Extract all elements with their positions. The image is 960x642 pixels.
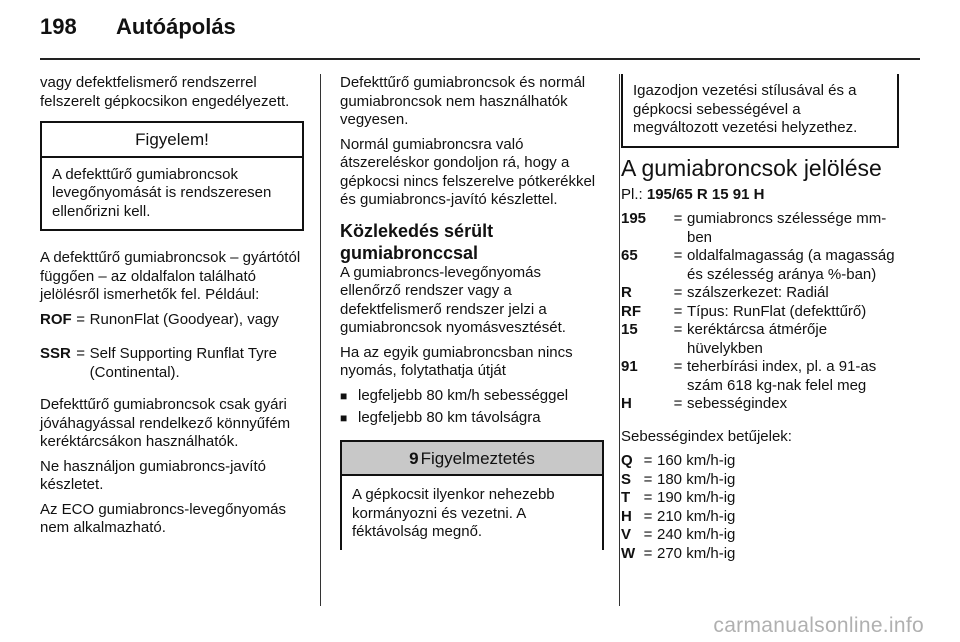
example-line	[621, 186, 899, 205]
def-term: RF	[621, 302, 641, 320]
def-eq: =	[76, 310, 86, 328]
def-term: R	[621, 284, 632, 301]
speed-term: V	[621, 526, 632, 543]
bullet-icon: ■	[340, 411, 348, 425]
column-1	[40, 74, 304, 544]
speed-term: H	[621, 507, 632, 525]
speed-index-list	[621, 452, 899, 563]
speed-eq: =	[643, 470, 653, 488]
paragraph: A defekttűrő gumiabroncsok – gyártótól függően – az oldalfalon található jelölésről ismerhetők fel. Például:	[40, 249, 301, 303]
example-code: 195/65 R 15 91 H	[646, 185, 765, 203]
speed-eq: =	[643, 544, 653, 562]
notice-title: Figyelem!	[42, 123, 302, 158]
page-number: 198	[40, 14, 77, 39]
continued-warning-text: Igazodjon vezetési stílusával és a gépkocsi sebességével a megváltozott vezetési helyzethez.	[633, 82, 858, 136]
bullet-icon: ■	[340, 388, 348, 403]
speed-desc: 270 km/h-ig	[657, 544, 736, 562]
def-eq: =	[673, 284, 683, 301]
def-eq: =	[673, 358, 683, 375]
speed-term: W	[621, 544, 636, 562]
marking-list	[40, 311, 304, 387]
tyre-marking-list	[621, 210, 899, 414]
speed-desc: 210 km/h-ig	[657, 507, 736, 525]
def-desc: szálszerkezet: Radiál	[687, 284, 829, 301]
paragraph: Defekttűrő gumiabroncsok csak gyári jóváhagyással rendelkező könnyűfém keréktárcsákon használhatók.	[40, 396, 291, 450]
notice-box	[40, 121, 304, 231]
paragraph: Normál gumiabroncsra való átszereléskor gondoljon rá, hogy a gépkocsi nincs felszerelve pótkerékkel és gumiabroncs-javító készlettel.	[340, 135, 596, 208]
speed-index-title: Sebességindex betűjelek:	[621, 427, 792, 445]
speed-desc: 190 km/h-ig	[657, 489, 736, 506]
def-term: 91	[621, 358, 638, 375]
header-rule	[40, 58, 920, 60]
def-term: ROF	[40, 310, 72, 328]
speed-desc: 160 km/h-ig	[657, 452, 736, 469]
def-term: 65	[621, 247, 638, 264]
def-desc: Self Supporting Runflat Tyre (Continental).	[89, 345, 278, 381]
def-eq: =	[673, 247, 683, 264]
list-item	[340, 409, 604, 428]
column-divider-1	[320, 74, 321, 606]
def-desc: sebességindex	[687, 395, 788, 412]
def-desc: RunonFlat (Goodyear), vagy	[89, 310, 279, 328]
section-heading: A gumiabroncsok jelölése	[621, 154, 882, 181]
column-divider-2	[619, 74, 620, 606]
example-prefix: Pl.:	[621, 185, 643, 203]
section-heading: Közlekedés sérült gumiabronccsal	[340, 220, 494, 263]
list-item-text: legfeljebb 80 km/h sebességgel	[358, 386, 569, 404]
def-term: H	[621, 395, 632, 412]
paragraph: Az ECO gumiabroncs-levegőnyomás nem alkalmazható.	[40, 500, 286, 536]
column-3	[621, 74, 899, 563]
notice-body: A defekttűrő gumiabroncsok levegőnyomását is rendszeresen ellenőrizni kell.	[52, 165, 272, 220]
warning-title: Figyelmeztetés	[420, 448, 535, 468]
column-2	[340, 74, 604, 564]
def-eq: =	[673, 395, 683, 412]
warning-header	[342, 442, 602, 477]
def-desc: gumiabroncs szélessége mm-ben	[687, 210, 887, 246]
warning-box	[340, 440, 604, 550]
paragraph: A gumiabroncs-levegőnyomás ellenőrző rendszer vagy a defektfelismerő rendszer jelzi a gumiabroncsok nyomásvesztését.	[340, 263, 566, 336]
speed-eq: =	[643, 507, 653, 525]
warning-body: A gépkocsit ilyenkor nehezebb kormányozni és vezetni. A féktávolság megnő.	[352, 486, 555, 540]
def-eq: =	[76, 345, 86, 362]
paragraph: Ha az egyik gumiabroncsban nincs nyomás, folytathatja útját	[340, 343, 573, 379]
speed-term: S	[621, 470, 632, 488]
speed-term: Q	[621, 452, 633, 469]
def-desc: keréktárcsa átmérője hüvelykben	[687, 321, 828, 357]
def-eq: =	[673, 302, 683, 320]
speed-eq: =	[643, 489, 653, 506]
speed-desc: 240 km/h-ig	[657, 526, 736, 543]
def-desc: teherbírási index, pl. a 91-as szám 618 kg-nak felel meg	[687, 358, 877, 394]
def-desc: oldalfalmagasság (a magasság és szélesség aránya %-ban)	[687, 247, 895, 283]
speed-eq: =	[643, 526, 653, 543]
page-title: Autóápolás	[116, 14, 236, 39]
list-item	[340, 387, 604, 406]
speed-eq: =	[643, 452, 653, 469]
def-desc: Típus: RunFlat (defekttűrő)	[687, 302, 867, 320]
def-term: 195	[621, 210, 647, 227]
speed-term: T	[621, 489, 631, 506]
continued-warning-box	[621, 74, 899, 148]
def-eq: =	[673, 210, 683, 227]
def-term: 15	[621, 321, 638, 338]
def-term: SSR	[40, 345, 71, 362]
watermark: carmanualsonline.info	[713, 614, 924, 637]
intro-text: vagy defektfelismerő rendszerrel felszerelt gépkocsikon engedélyezett.	[40, 74, 290, 110]
paragraph: Ne használjon gumiabroncs-javító készletet.	[40, 457, 266, 493]
speed-desc: 180 km/h-ig	[657, 470, 736, 488]
def-eq: =	[673, 321, 683, 338]
paragraph: Defekttűrő gumiabroncsok és normál gumiabroncsok nem használhatók vegyesen.	[340, 74, 586, 128]
warning-icon: 9	[409, 448, 419, 468]
list-item-text: legfeljebb 80 km távolságra	[358, 409, 541, 426]
